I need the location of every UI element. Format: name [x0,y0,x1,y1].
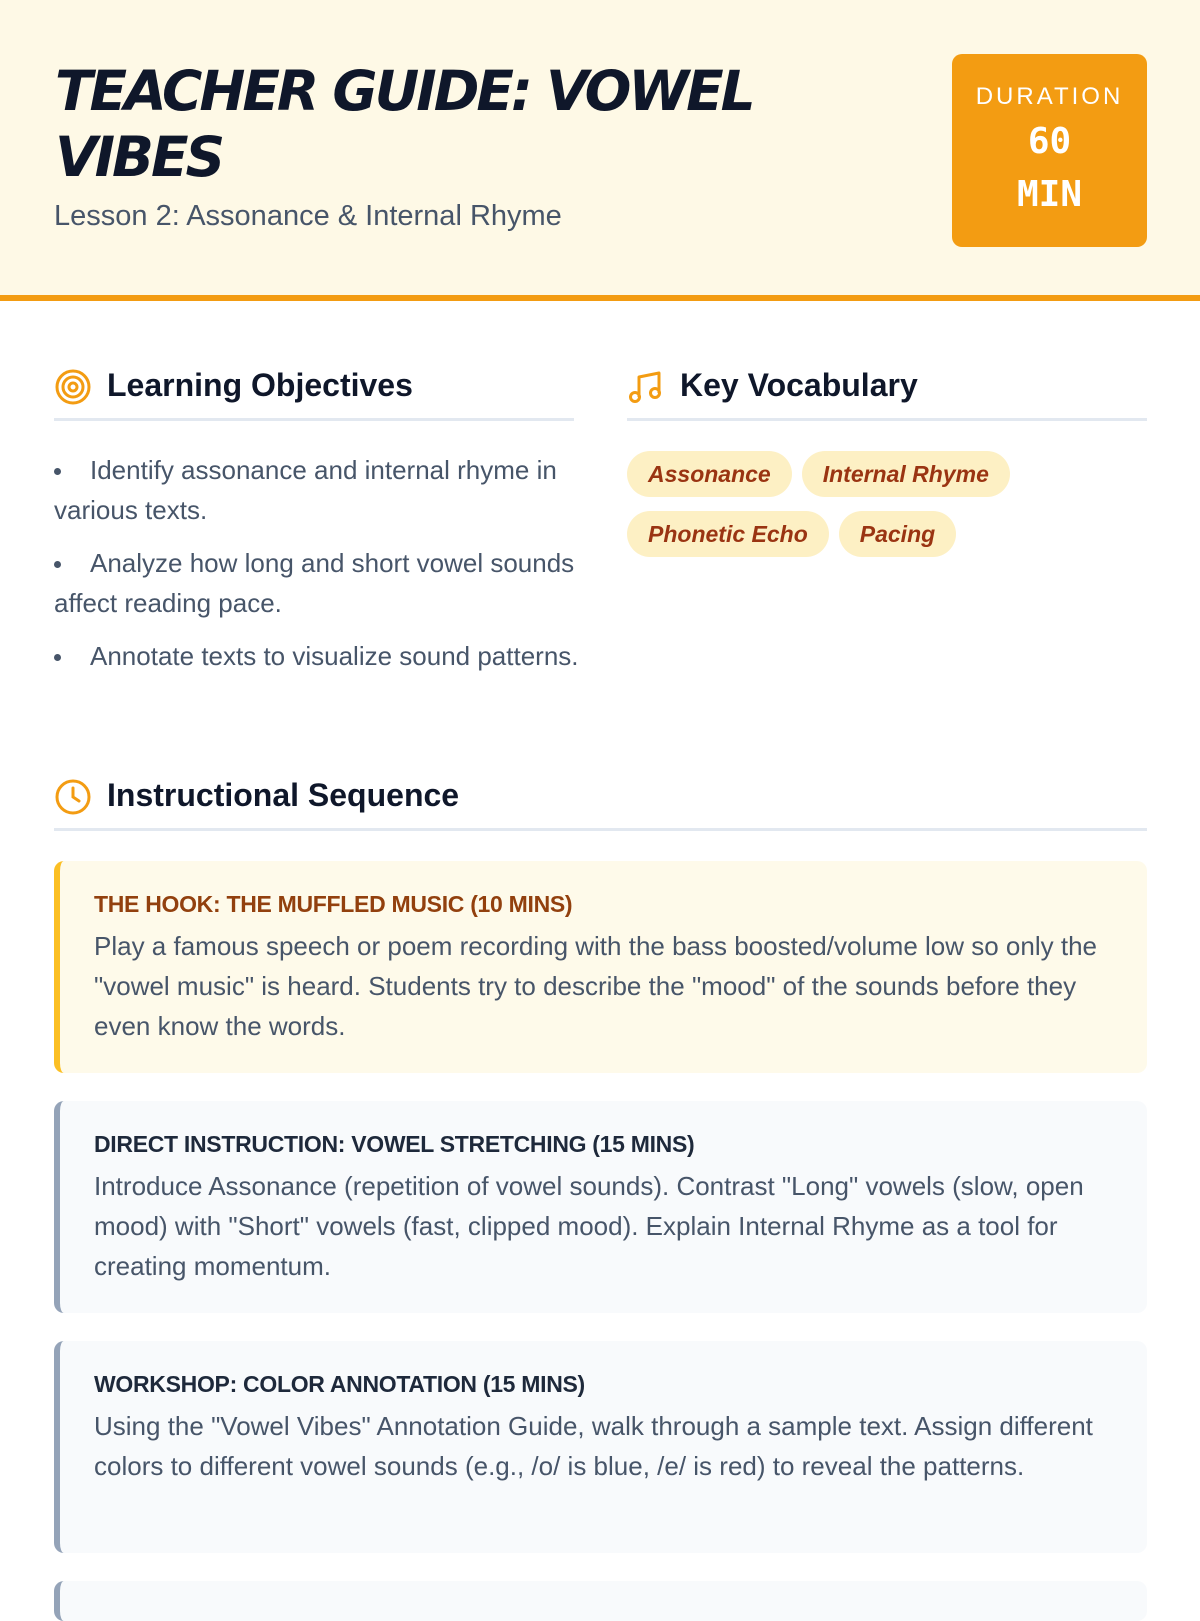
objectives-list [54,450,584,689]
objectives-heading [54,360,574,421]
lesson-subtitle: Lesson 2: Assonance & Internal Rhyme [54,200,562,232]
step-text: Play a famous speech or poem recording with the bass boosted/volume low so only the "vowel music" is heard. Students try to describe the "mood" of the sounds before they even know the words. [94,931,1097,1041]
music-note-icon [627,368,665,406]
sequence-step-direct-instruction [54,1101,1147,1313]
sequence-heading [54,770,1147,831]
step-text: Using the "Vowel Vibes" Annotation Guide, walk through a sample text. Assign different colors to different vowel sounds (e.g., /o/ is blue, /e/ is red) to reveal the patterns. [94,1411,1093,1481]
list-item: Annotate texts to visualize sound patterns. [54,636,584,676]
sequence-heading-label: Instructional Sequence [107,777,460,813]
vocabulary-heading [627,360,1147,421]
lesson-header [0,0,1200,301]
sequence-step-workshop [54,1341,1147,1553]
sequence-step-hook [54,861,1147,1073]
list-item: Identify assonance and internal rhyme in various texts. [54,450,584,530]
objectives-heading-label: Learning Objectives [107,367,413,403]
vocab-tag: Pacing [839,511,956,557]
vocab-tag: Assonance [627,451,792,497]
step-title: DIRECT INSTRUCTION: VOWEL STRETCHING (15 MINS) [94,1131,695,1157]
vocab-tag: Phonetic Echo [627,511,829,557]
page-title: TEACHER GUIDE: VOWEL VIBES [55,59,753,189]
target-icon [54,368,92,406]
clock-icon [54,778,92,816]
duration-label: DURATION [975,83,1124,110]
step-title: THE HOOK: THE MUFFLED MUSIC (10 MINS) [94,891,573,917]
step-title: WORKSHOP: COLOR ANNOTATION (15 MINS) [94,1371,585,1397]
step-text: Introduce Assonance (repetition of vowel sounds). Contrast "Long" vowels (slow, open mood) with "Short" vowels (fast, clipped mood). Explain Internal Rhyme as a tool for creating momentum. [94,1171,1084,1281]
duration-value: 60 MIN [1016,121,1083,215]
sequence-step-next-partial [54,1581,1147,1621]
vocabulary-heading-label: Key Vocabulary [680,367,918,403]
duration-badge [952,54,1147,247]
list-item: Analyze how long and short vowel sounds affect reading pace. [54,543,584,623]
vocab-tag: Internal Rhyme [802,451,1010,497]
vocabulary-tags [627,451,1147,571]
